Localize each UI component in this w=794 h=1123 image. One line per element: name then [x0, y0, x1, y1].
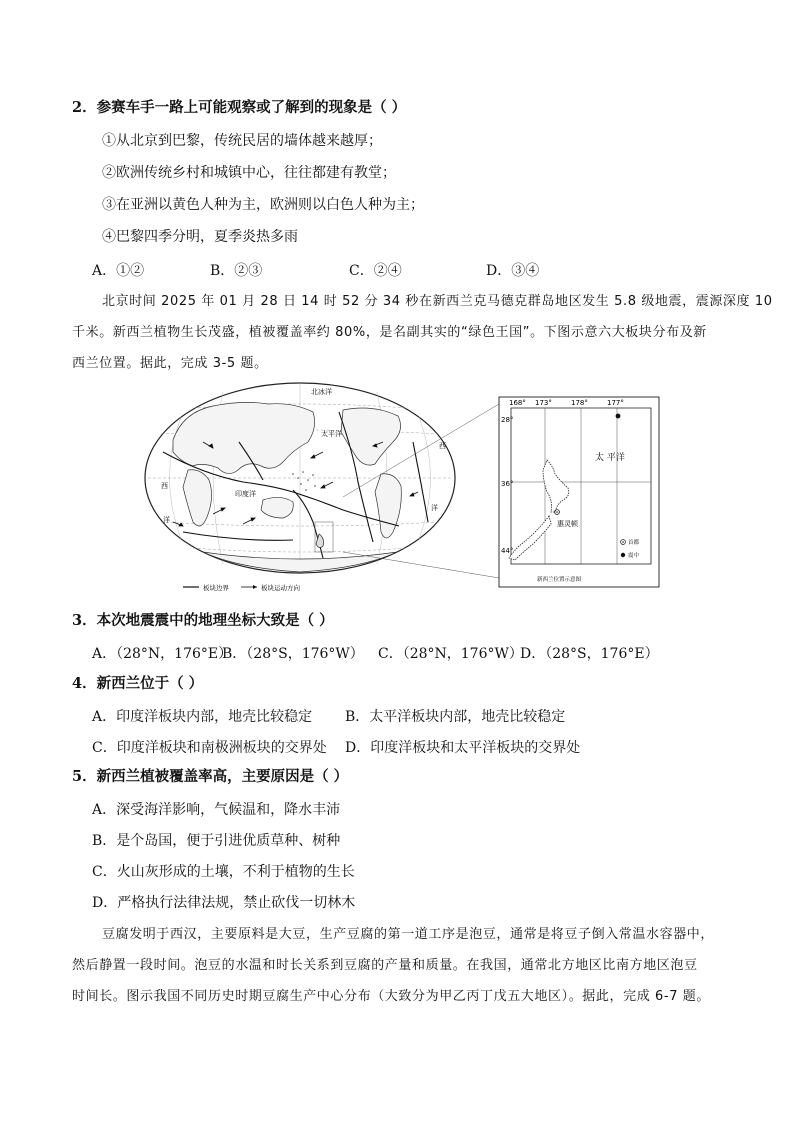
q5-option-b[interactable]: B．是个岛国，便于引进优质草种、树种 — [92, 833, 341, 849]
q4-option-d[interactable]: D．印度洋板块和太平洋板块的交界处 — [345, 740, 581, 756]
nz-inset — [499, 397, 659, 587]
inset-lon-168: 168° — [509, 399, 526, 407]
inset-lon-178: 178° — [571, 399, 588, 407]
inset-city-wellington: 惠灵顿 — [557, 520, 578, 528]
inset-ocean-label: 太 平洋 — [595, 453, 625, 463]
q3-option-a[interactable]: A．（28°N，176°E） — [92, 646, 233, 662]
inset-lat-36: 36° — [501, 480, 514, 488]
epicenter-marker — [616, 414, 621, 419]
inset-lon-173: 173° — [535, 399, 552, 407]
q3-option-d[interactable]: D．（28°S，176°E） — [520, 646, 659, 662]
label-indian-ocean: 印度洋 — [235, 490, 256, 498]
q3-option-b[interactable]: B．（28°S，176°W） — [222, 646, 364, 662]
label-arctic-ocean: 北冰洋 — [311, 388, 332, 396]
q4-option-c[interactable]: C．印度洋板块和南极洲板块的交界处 — [92, 740, 327, 756]
passage1-line-3: 西兰位置。据此，完成 3-5 题。 — [72, 356, 268, 371]
passage1-line-2: 千米。新西兰植物生长茂盛，植被覆盖率约 80%，是名副其实的“绿色王国”。下图示意六大板块分布及新 — [72, 325, 707, 340]
label-atlantic-left-1: 西 — [161, 482, 168, 490]
q2-option-a[interactable]: A．①② — [92, 263, 145, 279]
plate-map-figure — [143, 382, 663, 592]
passage2-line-1: 豆腐发明于西汉，主要原料是大豆，生产豆腐的第一道工序是泡豆，通常是将豆子倒入常温水容器中， — [102, 927, 715, 942]
q5-option-d[interactable]: D．严格执行法律法规，禁止砍伐一切林木 — [92, 895, 356, 911]
inset-legend-epicenter: 震中 — [628, 553, 640, 559]
q2-item-3: ③在亚洲以黄色人种为主，欧洲则以白色人种为主； — [102, 197, 424, 213]
map-legend — [183, 583, 301, 592]
q2-stem: 2．参赛车手一路上可能观察或了解到的现象是（ ） — [72, 99, 407, 116]
q5-option-a[interactable]: A．深受海洋影响，气候温和，降水丰沛 — [92, 802, 341, 818]
label-atlantic-right-2: 洋 — [431, 504, 438, 512]
q2-option-b[interactable]: B．②③ — [210, 263, 263, 279]
inset-caption: 新西兰位置示意图 — [537, 577, 582, 583]
q3-option-c[interactable]: C．（28°N，176°W） — [378, 646, 523, 662]
legend-plate-motion: 板块运动方向 — [261, 584, 300, 592]
label-atlantic-right-1: 西 — [439, 442, 446, 450]
q2-option-c[interactable]: C．②④ — [349, 263, 402, 279]
label-atlantic-left-2: 洋 — [163, 516, 170, 524]
q3-stem: 3．本次地震震中的地理坐标大致是（ ） — [72, 612, 334, 629]
inset-lat-28: 28° — [501, 416, 514, 424]
q4-option-a[interactable]: A．印度洋板块内部，地壳比较稳定 — [92, 709, 313, 725]
passage1-line-1: 北京时间 2025 年 01 月 28 日 14 时 52 分 34 秒在新西兰克马德克群岛地区发生 5.8 级地震，震源深度 10 — [102, 294, 773, 309]
legend-plate-boundary: 板块边界 — [203, 584, 229, 592]
q5-stem: 5．新西兰植被覆盖率高，主要原因是（ ） — [72, 768, 349, 785]
inset-lat-44: 44° — [501, 547, 514, 555]
q5-option-c[interactable]: C．火山灰形成的土壤，不利于植物的生长 — [92, 864, 355, 880]
passage2-line-3: 时间长。图示我国不同历史时期豆腐生产中心分布（大致分为甲乙丙丁戊五大地区）。据此，完成 6-7 题。 — [72, 989, 710, 1004]
q4-option-b[interactable]: B．太平洋板块内部，地壳比较稳定 — [345, 709, 566, 725]
q2-item-4: ④巴黎四季分明，夏季炎热多雨 — [102, 229, 298, 245]
q2-item-2: ②欧洲传统乡村和城镇中心，往往都建有教堂； — [102, 165, 396, 181]
inset-lon-177: 177° — [607, 399, 624, 407]
q2-item-1: ①从北京到巴黎，传统民居的墙体越来越厚； — [102, 133, 382, 149]
inset-legend-capital: 首都 — [628, 540, 640, 546]
q4-stem: 4．新西兰位于（ ） — [72, 675, 204, 692]
passage2-line-2: 然后静置一段时间。泡豆的水温和时长关系到豆腐的产量和质量。在我国，通常北方地区比南方地区泡豆 — [72, 958, 698, 973]
q2-option-d[interactable]: D．③④ — [486, 263, 540, 279]
label-pacific-ocean: 太平洋 — [321, 430, 342, 438]
world-map — [145, 383, 455, 573]
